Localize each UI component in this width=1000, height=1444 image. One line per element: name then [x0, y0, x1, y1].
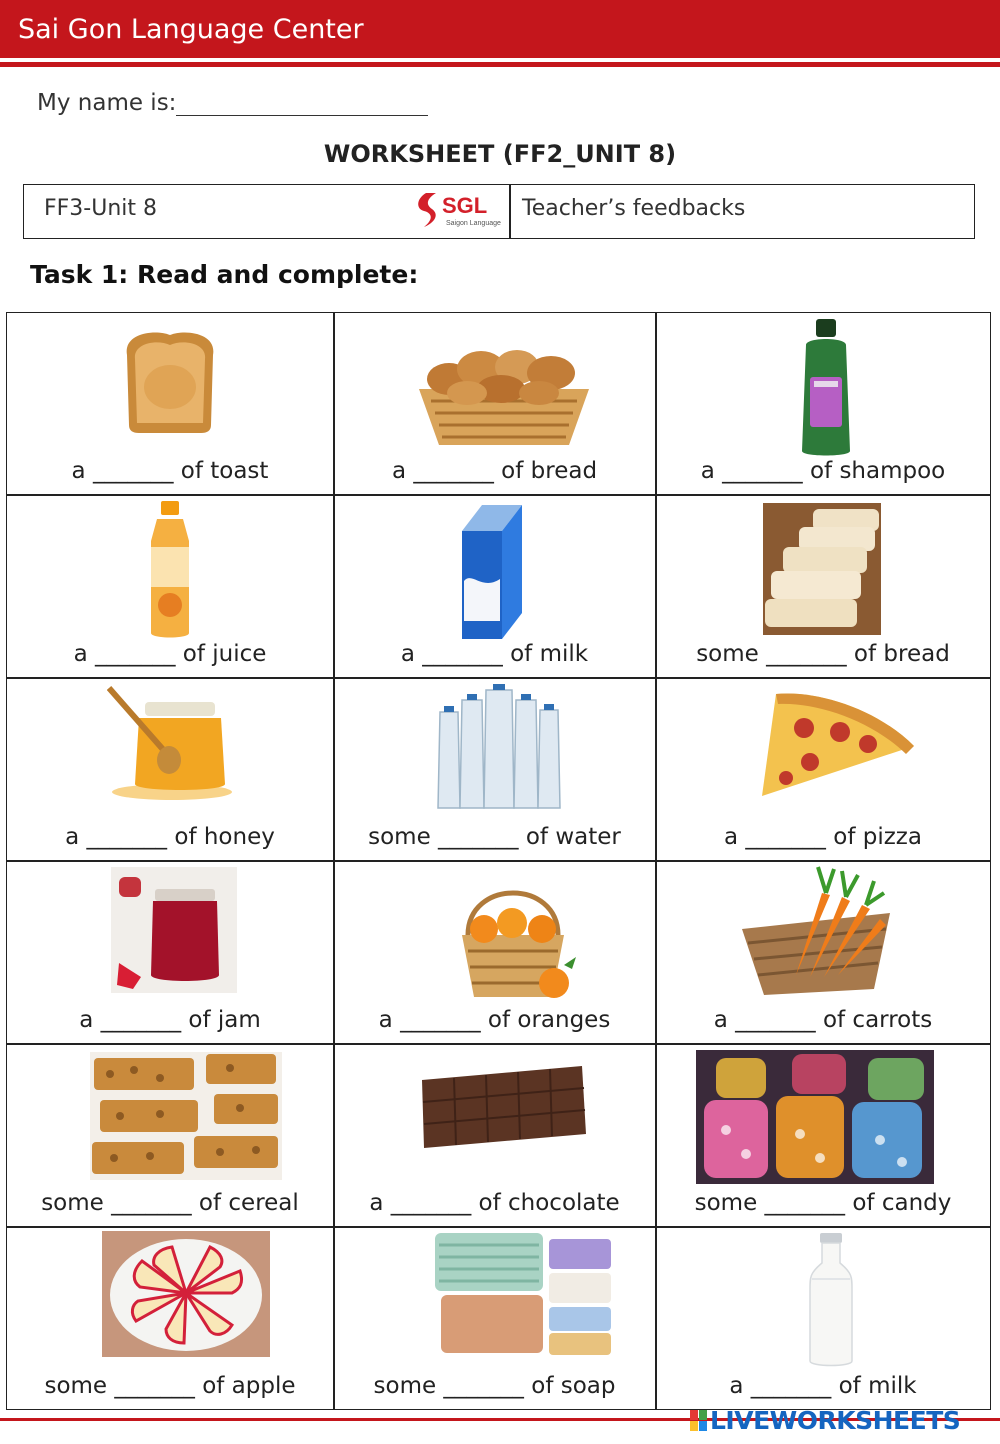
item-caption: a _______ of honey	[65, 824, 275, 850]
name-label: My name is:	[37, 90, 177, 116]
item-cell	[7, 861, 333, 1043]
item-caption: some _______ of soap	[373, 1373, 616, 1399]
item-caption: a _______ of milk	[400, 641, 589, 667]
item-cell	[7, 678, 333, 860]
item-caption: a _______ of carrots	[713, 1007, 933, 1033]
worksheet-title: WORKSHEET (FF2_UNIT 8)	[323, 140, 677, 168]
info-box	[23, 184, 975, 239]
item-cell	[656, 495, 990, 677]
item-caption: a _______ of juice	[73, 641, 267, 667]
info-divider	[509, 185, 511, 238]
feedback-label: Teacher’s feedbacks	[522, 196, 746, 221]
item-cell	[7, 1227, 333, 1409]
candy-jars-image	[696, 1050, 934, 1184]
task-title: Task 1: Read and complete:	[30, 260, 419, 289]
liveworksheets-brand: LIVEWORKSHEETS	[710, 1406, 961, 1435]
water-bottles-image	[432, 682, 566, 810]
shampoo-image	[796, 319, 856, 459]
item-cell	[656, 1044, 990, 1226]
header-underline	[0, 62, 1000, 67]
name-blank[interactable]	[176, 93, 428, 116]
milk-bottle-image	[808, 1233, 854, 1369]
item-cell	[334, 1227, 655, 1409]
item-cell	[7, 1044, 333, 1226]
jam-jar-image	[111, 867, 237, 993]
soap-bars-image	[429, 1231, 615, 1357]
item-caption: a _______ of pizza	[724, 824, 922, 850]
item-caption: a _______ of milk	[729, 1373, 917, 1399]
item-caption: some _______ of bread	[696, 641, 950, 667]
item-cell	[656, 313, 990, 494]
item-cell	[7, 495, 333, 677]
item-cell	[334, 313, 655, 494]
name-field[interactable]	[37, 90, 428, 116]
liveworksheets-footer[interactable]	[690, 1406, 960, 1435]
logo-text: SGL	[442, 193, 488, 218]
sgl-logo	[412, 185, 512, 235]
item-caption: some _______ of candy	[694, 1190, 952, 1216]
liveworksheets-logo-icon	[690, 1410, 708, 1432]
item-caption: a _______ of jam	[79, 1007, 261, 1033]
item-caption: a _______ of shampoo	[700, 458, 946, 484]
item-cell	[334, 678, 655, 860]
milk-carton-image	[452, 501, 532, 641]
bread-basket-image	[409, 341, 599, 451]
item-caption: a _______ of oranges	[378, 1007, 611, 1033]
chocolate-image	[414, 1064, 590, 1150]
apple-slices-image	[102, 1231, 270, 1357]
page-header	[0, 0, 1000, 58]
item-caption: a _______ of chocolate	[369, 1190, 620, 1216]
item-caption: some _______ of cereal	[41, 1190, 299, 1216]
logo-subtext: Saigon Language	[446, 220, 501, 227]
item-caption: a _______ of bread	[391, 458, 598, 484]
item-caption: some _______ of water	[368, 824, 621, 850]
carrot-basket-image	[738, 863, 894, 997]
item-cell	[656, 1227, 990, 1409]
juice-image	[145, 501, 195, 641]
item-cell	[334, 1044, 655, 1226]
item-cell	[334, 861, 655, 1043]
unit-label: FF3-Unit 8	[44, 196, 158, 221]
orange-basket-image	[454, 865, 580, 1001]
item-cell	[656, 678, 990, 860]
item-caption: a _______ of toast	[71, 458, 269, 484]
pizza-image	[756, 688, 916, 798]
bread-slices-image	[763, 503, 881, 635]
cereal-bars-image	[90, 1052, 282, 1180]
toast-image	[115, 325, 225, 435]
item-caption: some _______ of apple	[44, 1373, 296, 1399]
honey-jar-image	[107, 684, 237, 802]
item-cell	[7, 313, 333, 494]
header-title: Sai Gon Language Center	[18, 14, 364, 45]
exercise-grid	[6, 312, 991, 1410]
item-cell	[334, 495, 655, 677]
item-cell	[656, 861, 990, 1043]
